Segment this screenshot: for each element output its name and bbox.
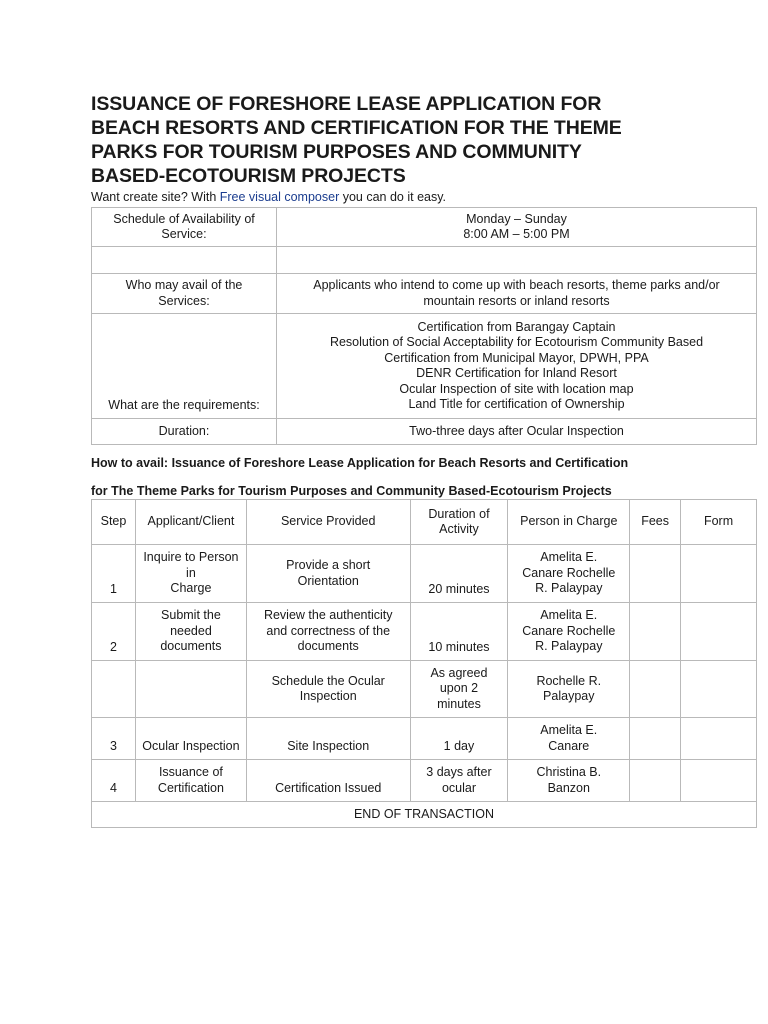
- person-line: Palaypay: [543, 689, 595, 703]
- requirement-item: Certification from Municipal Mayor, DPWH, PPA: [384, 350, 649, 365]
- header-step: Step: [92, 500, 136, 545]
- duration-cell: [410, 603, 508, 661]
- person-line: Rochelle R.: [536, 673, 602, 688]
- service-line: Provide a short: [286, 558, 371, 572]
- fees-cell: [630, 545, 681, 603]
- service-line: Certification Issued: [275, 780, 382, 795]
- applicant-line: Submit the needed: [161, 608, 221, 638]
- duration-line: 3 days after: [426, 765, 492, 779]
- schedule-label-line: Schedule of Availability of: [113, 211, 255, 226]
- duration-line: 20 minutes: [428, 581, 490, 596]
- duration-line: 1 day: [443, 738, 475, 753]
- header-duration-line: Activity: [439, 522, 479, 536]
- empty-cell: [92, 247, 277, 274]
- person-line: Amelita E.: [540, 550, 598, 565]
- requirements-label: What are the requirements:: [92, 314, 277, 419]
- duration-row: [92, 419, 757, 445]
- how-to-avail-heading: How to avail: Issuance of Foreshore Lease Application for Beach Resorts and Certification: [91, 456, 629, 470]
- person-line: R. Palaypay: [535, 639, 603, 654]
- service-cell: [246, 718, 410, 760]
- applicant-cell: [135, 718, 246, 760]
- applicant-line: documents: [160, 639, 222, 654]
- applicant-cell: [135, 661, 246, 718]
- applicant-line: Issuance of: [158, 765, 223, 779]
- service-line: and correctness of the: [266, 623, 391, 638]
- service-cell: [246, 545, 410, 603]
- schedule-hours: 8:00 AM – 5:00 PM: [463, 227, 570, 241]
- duration-line: upon 2: [439, 681, 479, 696]
- title-line: ISSUANCE OF FORESHORE LEASE APPLICATION FOR: [91, 93, 602, 115]
- step-number: 4: [92, 760, 136, 802]
- duration-cell: [410, 718, 508, 760]
- who-value-line: mountain resorts or inland resorts: [423, 293, 610, 308]
- schedule-label: [92, 208, 277, 247]
- person-line: Canare: [548, 738, 590, 753]
- requirement-item: Certification from Barangay Captain: [417, 319, 616, 334]
- person-line: Christina B.: [536, 765, 602, 779]
- header-form: Form: [681, 500, 757, 545]
- steps-table: [91, 499, 757, 828]
- service-cell: [246, 603, 410, 661]
- title-line: BASED-ECOTOURISM PROJECTS: [91, 165, 406, 187]
- header-applicant: Applicant/Client: [135, 500, 246, 545]
- step-number: [92, 661, 136, 718]
- duration-value: Two-three days after Ocular Inspection: [277, 419, 757, 445]
- header-duration-line: Duration of: [428, 506, 490, 521]
- step-number: 2: [92, 603, 136, 661]
- duration-line: 10 minutes: [428, 639, 490, 654]
- duration-cell: [410, 661, 508, 718]
- steps-header-row: [92, 500, 757, 545]
- step-number: 1: [92, 545, 136, 603]
- form-cell: [681, 603, 757, 661]
- schedule-row: [92, 208, 757, 247]
- service-line: Orientation: [297, 573, 359, 588]
- promo-before: Want create site? With: [91, 190, 220, 204]
- title-line: PARKS FOR TOURISM PURPOSES AND COMMUNITY: [91, 141, 582, 163]
- step-number: 3: [92, 718, 136, 760]
- requirements-list: [277, 314, 757, 419]
- person-cell: [508, 760, 630, 802]
- document-page: [91, 92, 757, 828]
- who-label-line: Services:: [158, 293, 210, 308]
- fees-cell: [630, 603, 681, 661]
- duration-line: ocular: [441, 780, 476, 795]
- duration-cell: [410, 760, 508, 802]
- applicant-line: Charge: [170, 581, 212, 596]
- form-cell: [681, 760, 757, 802]
- table-row: [92, 603, 757, 661]
- who-row: [92, 274, 757, 314]
- person-line: Amelita E.: [540, 723, 598, 737]
- header-person: Person in Charge: [508, 500, 630, 545]
- service-line: documents: [297, 639, 359, 654]
- person-line: R. Palaypay: [535, 581, 603, 596]
- service-line: Inspection: [299, 689, 357, 703]
- person-cell: [508, 545, 630, 603]
- free-visual-composer-link[interactable]: Free visual composer: [219, 190, 340, 204]
- end-row: [92, 802, 757, 828]
- title-line: BEACH RESORTS AND CERTIFICATION FOR THE THEME: [91, 117, 622, 139]
- header-fees: Fees: [630, 500, 681, 545]
- end-of-transaction: END OF TRANSACTION: [92, 802, 757, 828]
- applicant-line: Inquire to Person in: [143, 550, 239, 580]
- applicant-cell: [135, 603, 246, 661]
- who-value-line: Applicants who intend to come up with beach resorts, theme parks and/or: [313, 278, 720, 292]
- duration-label: Duration:: [92, 419, 277, 445]
- form-cell: [681, 718, 757, 760]
- service-line: Schedule the Ocular: [271, 673, 385, 688]
- page-title: [91, 92, 757, 188]
- fees-cell: [630, 661, 681, 718]
- person-line: Amelita E.: [540, 608, 598, 623]
- service-info-table: [91, 207, 757, 445]
- service-cell: [246, 760, 410, 802]
- schedule-value: [277, 208, 757, 247]
- schedule-label-line: Service:: [161, 227, 207, 241]
- requirement-item: Land Title for certification of Ownership: [408, 397, 625, 411]
- promo-after: you can do it easy.: [339, 190, 447, 204]
- how-to-avail-subheading: for The Theme Parks for Tourism Purposes and Community Based-Ecotourism Projects: [91, 484, 612, 498]
- header-duration: [410, 500, 508, 545]
- requirement-item: Ocular Inspection of site with location map: [399, 381, 634, 396]
- requirements-row: [92, 314, 757, 419]
- person-cell: [508, 603, 630, 661]
- service-cell: [246, 661, 410, 718]
- fees-cell: [630, 718, 681, 760]
- schedule-days: Monday – Sunday: [466, 211, 567, 226]
- duration-cell: [410, 545, 508, 603]
- promo-text: [91, 190, 757, 205]
- applicant-cell: [135, 760, 246, 802]
- fees-cell: [630, 760, 681, 802]
- who-value: [277, 274, 757, 314]
- empty-cell: [277, 247, 757, 274]
- empty-row: [92, 247, 757, 274]
- duration-line: As agreed: [430, 665, 488, 680]
- table-row: [92, 760, 757, 802]
- applicant-line: Ocular Inspection: [142, 738, 240, 753]
- person-line: Banzon: [547, 780, 590, 795]
- who-label-line: Who may avail of the: [125, 278, 243, 292]
- service-line: Review the authenticity: [263, 608, 393, 623]
- person-line: Canare Rochelle: [522, 623, 616, 638]
- requirement-item: Resolution of Social Acceptability for Ecotourism Community Based: [329, 335, 704, 349]
- person-cell: [508, 718, 630, 760]
- table-row: [92, 545, 757, 603]
- service-line: Site Inspection: [287, 738, 370, 753]
- person-line: Canare Rochelle: [522, 565, 616, 580]
- duration-line: minutes: [437, 696, 481, 711]
- form-cell: [681, 661, 757, 718]
- table-row: [92, 661, 757, 718]
- applicant-line: Certification: [157, 780, 224, 795]
- who-label: [92, 274, 277, 314]
- form-cell: [681, 545, 757, 603]
- requirement-item: DENR Certification for Inland Resort: [416, 366, 617, 380]
- table-row: [92, 718, 757, 760]
- person-cell: [508, 661, 630, 718]
- header-service: Service Provided: [246, 500, 410, 545]
- applicant-cell: [135, 545, 246, 603]
